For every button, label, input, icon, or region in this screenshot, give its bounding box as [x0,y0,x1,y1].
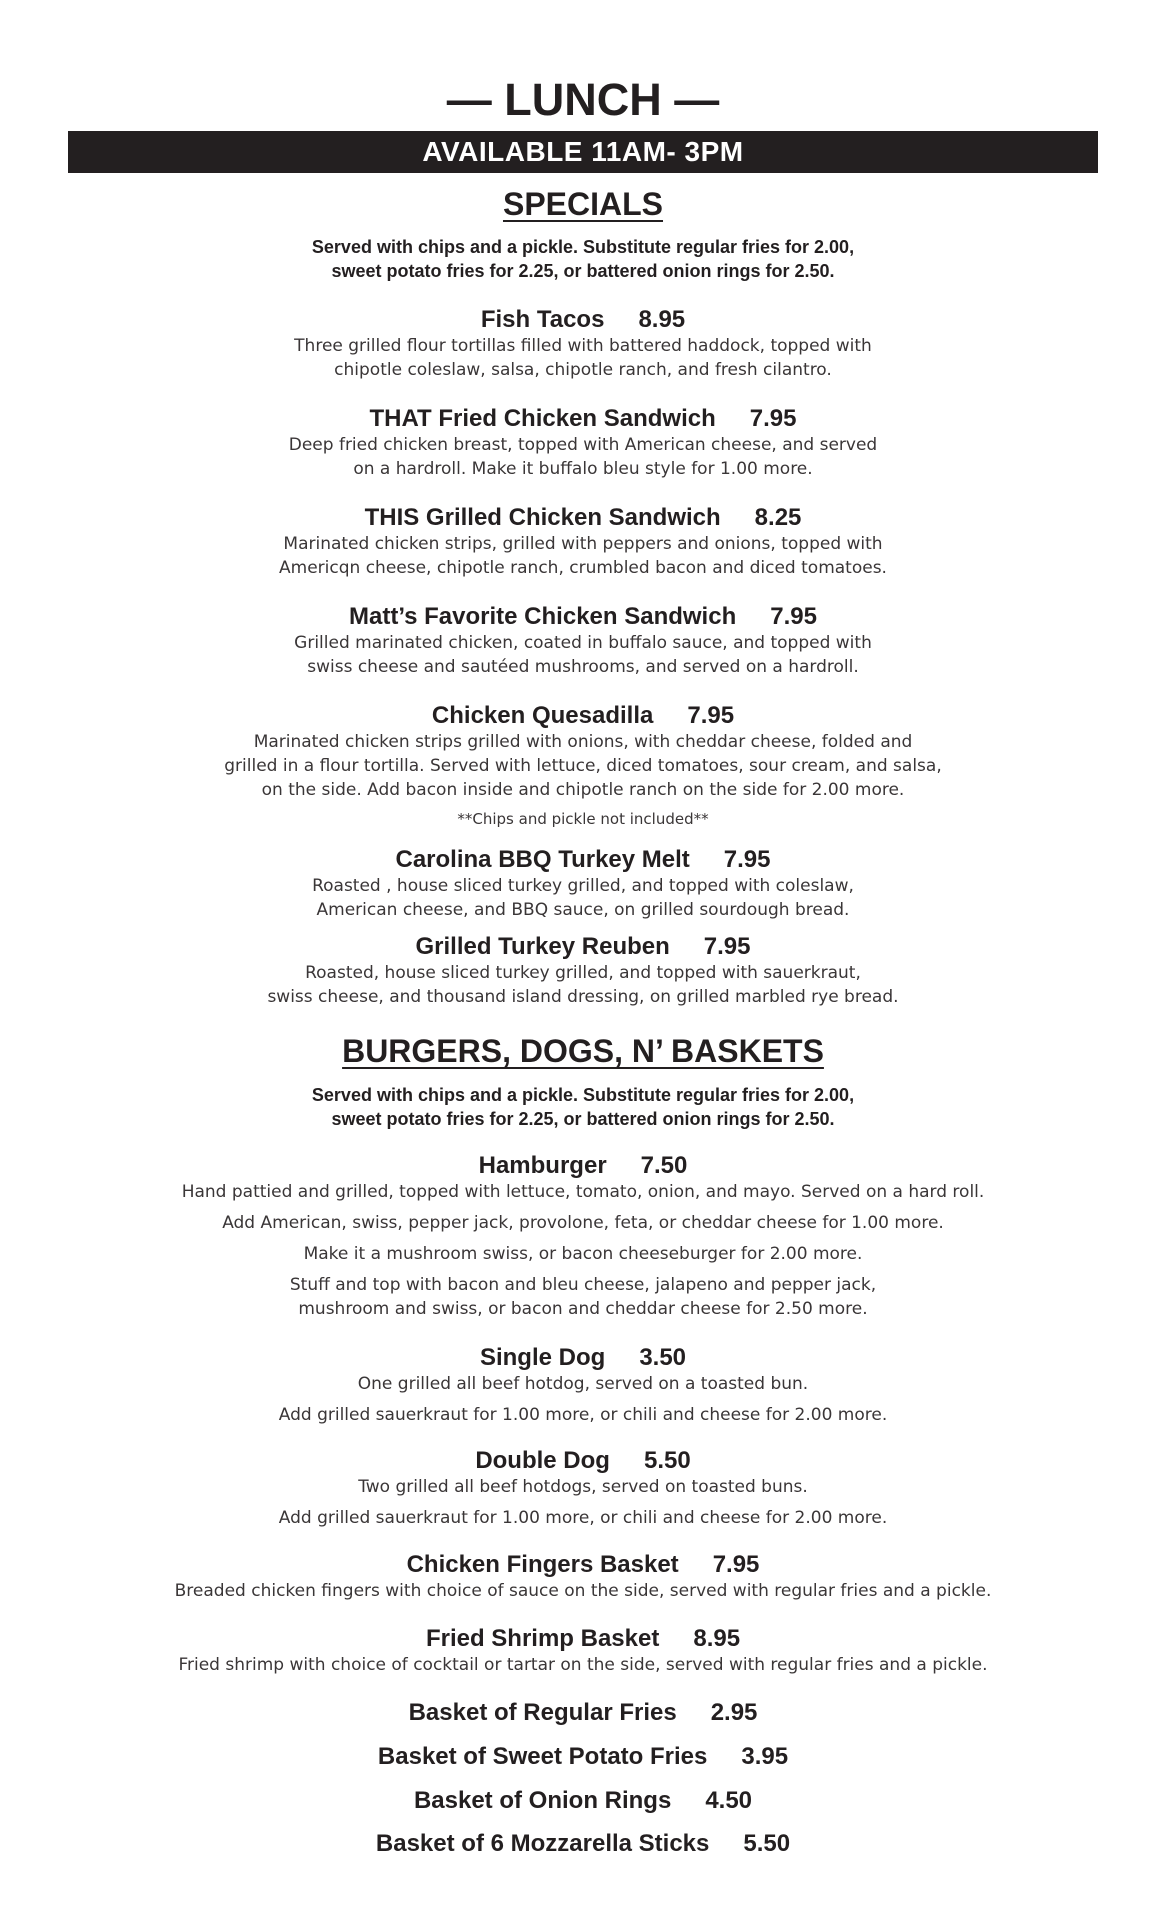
menu-title: — LUNCH — [446,74,720,125]
item-desc: Americqn cheese, chipotle ranch, crumbled bacon and diced tomatoes. [279,558,887,578]
item-extra: Add grilled sauerkraut for 1.00 more, or chili and cheese for 2.00 more. [278,1405,888,1425]
specials-note-line: Served with chips and a pickle. Substitute regular fries for 2.00, [311,237,855,257]
item-name: THAT Fried Chicken Sandwich [369,405,716,432]
menu-item-basket-mozzarella-sticks [0,1829,1166,1859]
menu-item-grilled-turkey-reuben [0,933,1166,1009]
menu-item-that-fried-chicken [0,405,1166,481]
menu-item-chicken-fingers-basket [0,1551,1166,1603]
item-extra: Add grilled sauerkraut for 1.00 more, or chili and cheese for 2.00 more. [278,1508,888,1528]
menu-item-matts-favorite [0,603,1166,679]
item-price: 7.50 [640,1152,688,1179]
item-desc: swiss cheese, and thousand island dressing, on grilled marbled rye bread. [267,987,899,1007]
item-desc: on the side. Add bacon inside and chipotle ranch on the side for 2.00 more. [261,780,905,800]
specials-note [0,235,1166,283]
item-name: Matt’s Favorite Chicken Sandwich [349,603,737,630]
item-desc: chipotle coleslaw, salsa, chipotle ranch, and fresh cilantro. [334,360,832,380]
burgers-heading: BURGERS, DOGS, N’ BASKETS [342,1033,824,1069]
item-name: Single Dog [479,1344,606,1371]
burgers-note [0,1083,1166,1131]
item-name: Basket of 6 Mozzarella Sticks [375,1830,710,1857]
menu-item-fish-tacos [0,306,1166,382]
item-price: 8.95 [693,1625,741,1652]
item-price: 8.95 [638,306,686,333]
item-desc: Roasted, house sliced turkey grilled, and topped with sauerkraut, [305,963,861,983]
item-name: Hamburger [478,1152,607,1179]
item-price: 7.95 [712,1551,760,1578]
item-desc: Grilled marinated chicken, coated in buffalo sauce, and topped with [294,633,872,653]
item-footnote: **Chips and pickle not included** [457,810,709,828]
item-price: 3.50 [639,1344,687,1371]
item-price: 8.25 [754,504,802,531]
item-desc: Hand pattied and grilled, topped with lettuce, tomato, onion, and mayo. Served on a hard roll. [181,1182,985,1202]
item-price: 7.95 [749,405,797,432]
item-price: 5.50 [743,1830,791,1857]
item-price: 2.95 [710,1699,758,1726]
item-price: 7.95 [723,846,771,873]
item-desc: Marinated chicken strips, grilled with peppers and onions, topped with [283,534,883,554]
item-name: Fish Tacos [480,306,605,333]
item-price: 3.95 [741,1743,789,1770]
item-name: THIS Grilled Chicken Sandwich [364,504,721,531]
item-desc: Three grilled flour tortillas filled with battered haddock, topped with [294,336,872,356]
item-price: 4.50 [705,1787,753,1814]
item-desc: Fried shrimp with choice of cocktail or tartar on the side, served with regular fries and a pickle. [178,1655,988,1675]
item-extra: Stuff and top with bacon and bleu cheese, jalapeno and pepper jack, mushroom and swiss, or bacon and cheddar cheese for 2.50 more. [289,1275,877,1319]
menu-item-this-grilled-chicken [0,504,1166,580]
item-desc: Two grilled all beef hotdogs, served on toasted buns. [358,1477,808,1497]
menu-item-chicken-quesadilla [0,702,1166,830]
item-desc: on a hardroll. Make it buffalo bleu style for 1.00 more. [353,459,813,479]
item-extra: Add American, swiss, pepper jack, provolone, feta, or cheddar cheese for 1.00 more. [222,1213,944,1233]
burgers-note-line: Served with chips and a pickle. Substitute regular fries for 2.00, [311,1085,855,1105]
item-desc: Deep fried chicken breast, topped with American cheese, and served [288,435,878,455]
item-desc: American cheese, and BBQ sauce, on grilled sourdough bread. [316,900,850,920]
availability-banner: AVAILABLE 11AM- 3PM [68,131,1098,173]
item-desc: Roasted , house sliced turkey grilled, and topped with coleslaw, [312,876,854,896]
item-name: Basket of Onion Rings [413,1787,672,1814]
menu-item-hamburger [0,1152,1166,1321]
item-price: 5.50 [643,1447,691,1474]
item-name: Fried Shrimp Basket [425,1625,660,1652]
item-price: 7.95 [770,603,817,630]
item-name: Grilled Turkey Reuben [415,933,670,960]
item-name: Chicken Fingers Basket [406,1551,679,1578]
item-name: Basket of Sweet Potato Fries [377,1743,708,1770]
specials-heading: SPECIALS [502,186,664,222]
item-desc: One grilled all beef hotdog, served on a toasted bun. [357,1374,809,1394]
menu-item-basket-sweet-potato-fries [0,1742,1166,1772]
item-desc: swiss cheese and sautéed mushrooms, and served on a hardroll. [307,657,859,677]
item-name: Basket of Regular Fries [408,1699,677,1726]
item-desc: Marinated chicken strips grilled with onions, with cheddar cheese, folded and [253,732,913,752]
item-desc: grilled in a flour tortilla. Served with lettuce, diced tomatoes, sour cream, and salsa, [224,756,942,776]
item-name: Chicken Quesadilla [431,702,654,729]
specials-note-line: sweet potato fries for 2.25, or battered onion rings for 2.50. [331,261,835,281]
burgers-note-line: sweet potato fries for 2.25, or battered onion rings for 2.50. [331,1109,835,1129]
item-price: 7.95 [687,702,735,729]
menu-item-basket-regular-fries [0,1698,1166,1728]
item-extra: Make it a mushroom swiss, or bacon cheeseburger for 2.00 more. [303,1244,863,1264]
item-name: Carolina BBQ Turkey Melt [395,846,690,873]
menu-item-fried-shrimp-basket [0,1625,1166,1677]
menu-item-double-dog [0,1447,1166,1530]
item-price: 7.95 [703,933,751,960]
item-desc: Breaded chicken fingers with choice of sauce on the side, served with regular fries and a pickle. [174,1581,992,1601]
menu-item-carolina-bbq-turkey-melt [0,846,1166,922]
menu-item-single-dog [0,1344,1166,1427]
menu-item-basket-onion-rings [0,1786,1166,1816]
item-name: Double Dog [475,1447,610,1474]
